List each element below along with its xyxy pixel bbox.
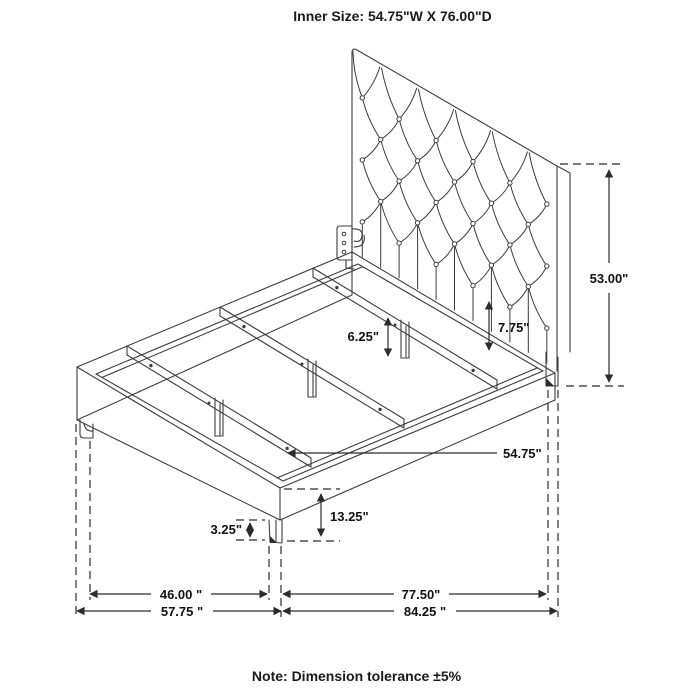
dim-label-slat-leg-height: 6.25" xyxy=(347,329,379,344)
tufting-button xyxy=(526,222,530,226)
tufting-button xyxy=(397,179,401,183)
tufting-button xyxy=(471,283,475,287)
tufting-button xyxy=(489,201,493,205)
dim-label-overall-width: 57.75 " xyxy=(160,604,204,619)
dim-label-frame-height: 13.25" xyxy=(330,509,369,524)
rail-hook-bracket xyxy=(337,226,364,269)
tufting-button xyxy=(415,159,419,163)
tufting-button xyxy=(379,137,383,141)
bolt-hole xyxy=(378,408,381,411)
tufting-button xyxy=(360,220,364,224)
tufting-button xyxy=(508,243,512,247)
bolt-hole xyxy=(242,325,245,328)
tufting-button xyxy=(434,262,438,266)
drawing-line xyxy=(127,346,311,467)
tufting-button xyxy=(452,242,456,246)
dim-label-rail-height: 7.75" xyxy=(498,320,530,335)
dim-label-overall-depth: 84.25 " xyxy=(403,604,447,619)
center-support-slats xyxy=(127,268,497,467)
tufting-button xyxy=(379,199,383,203)
dim-label-inner-width: 54.75" xyxy=(503,446,542,461)
tufting-button xyxy=(360,96,364,100)
bolt-hole xyxy=(394,324,397,327)
diamond-tufting xyxy=(353,52,549,364)
tufting-button xyxy=(397,117,401,121)
drawing-line xyxy=(220,307,404,428)
tufting-button xyxy=(526,284,530,288)
dim-label-foot-leg-height: 3.25" xyxy=(210,522,242,537)
tufting-button xyxy=(397,241,401,245)
bolt-hole xyxy=(149,364,152,367)
tufting-button xyxy=(508,181,512,185)
bolt-hole xyxy=(301,363,304,366)
tufting-button xyxy=(415,221,419,225)
bolt-hole xyxy=(285,447,288,450)
tolerance-note: Note: Dimension tolerance ±5% xyxy=(251,668,462,684)
tufting-button xyxy=(434,200,438,204)
dim-label-frame-depth: 77.50" xyxy=(401,587,441,602)
bolt-hole xyxy=(335,286,338,289)
bolt-hole xyxy=(208,402,211,405)
tufting-button xyxy=(545,202,549,206)
drawing-line xyxy=(353,52,547,364)
tufting-button xyxy=(545,264,549,268)
tufting-button xyxy=(434,138,438,142)
tufting-button xyxy=(471,159,475,163)
tufting-button xyxy=(545,326,549,330)
tufting-button xyxy=(452,180,456,184)
page-title: Inner Size: 54.75"W X 76.00"D xyxy=(293,8,492,24)
bolt-hole xyxy=(471,369,474,372)
tufting-button xyxy=(489,263,493,267)
dim-label-headboard-height: 53.00" xyxy=(589,271,629,286)
tufting-button xyxy=(360,158,364,162)
dim-label-leg-span-width: 46.00 " xyxy=(159,587,203,602)
tufted-headboard xyxy=(352,49,570,386)
tufting-button xyxy=(508,305,512,309)
tufting-button xyxy=(471,221,475,225)
